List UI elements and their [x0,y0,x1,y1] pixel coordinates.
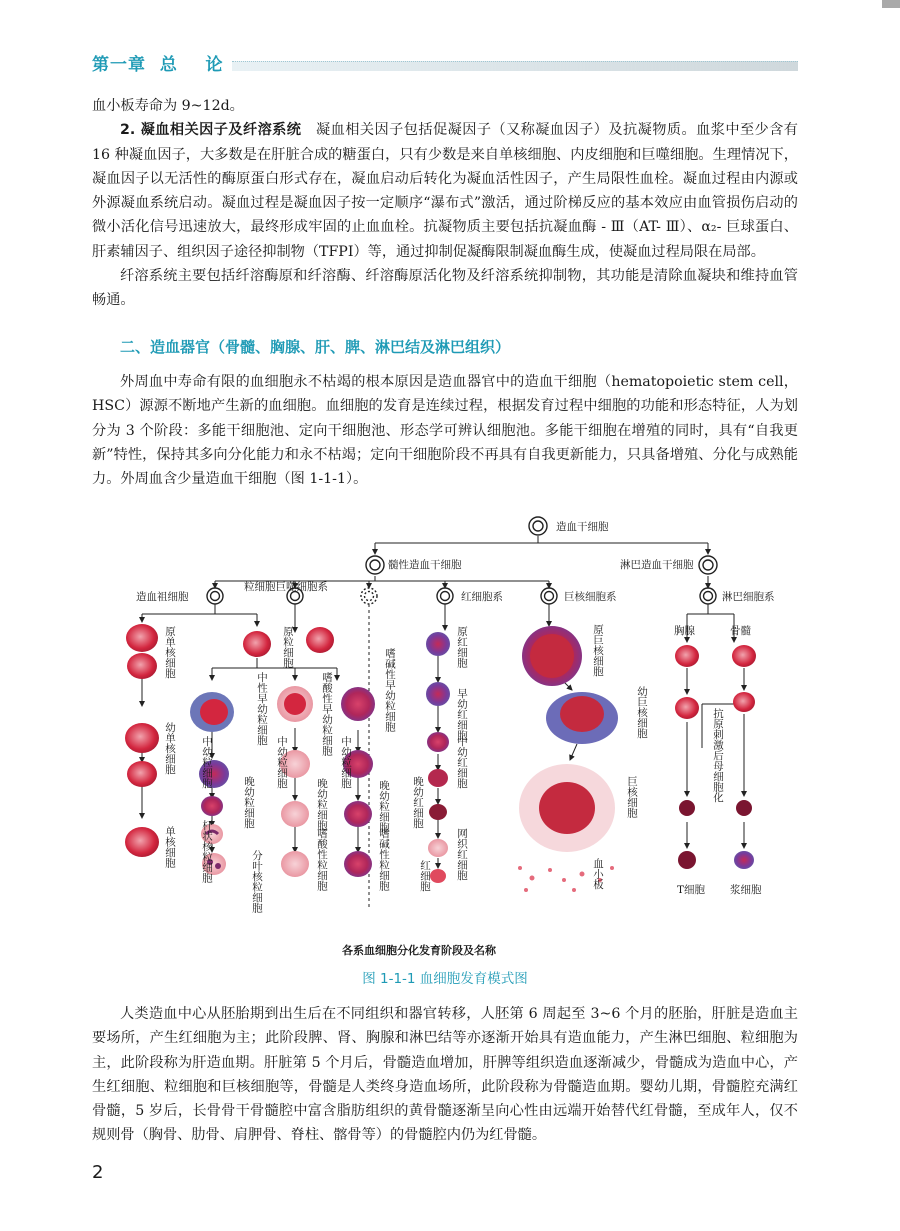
label-seg: 分叶核粒细胞 [251,850,263,913]
paragraph-coagulation [92,118,798,264]
coagulation-label: 2. 凝血相关因子及纤溶系统 [120,122,302,139]
paragraph-hematopoiesis-development: 人类造血中心从胚胎期到出生后在不同组织和器官转移，人胚第 6 周起至 3~6 个月的胚胎，肝脏是造血主要场所，产生红细胞为主；此阶段脾、肾、胸腺和淋巴结等亦逐渐开始具有造血能力，产生淋巴细胞、粒细胞为主，此阶段称为肝造血期。肝脏第 5 个月后，骨髓造血增加，肝脾等组织造血逐渐减少，骨髓成为造血中心，产生红细胞、粒细胞和巨核细胞等，骨髓是人类终身造血场所，此阶段称为骨髓造血期。婴幼儿期，骨髓腔充满红骨髓，5 岁后，长骨骨干骨髓腔中富含脂肪组织的黄骨髓逐渐呈向心性由远端开始替代红骨髓，至成年人，仅不规则骨（胸骨、肋骨、肩胛骨、脊柱、髂骨等）的骨髓腔内仍为红骨髓。 [92,1006,798,1144]
label-hsc: 造血干细胞 [556,521,609,533]
label-b-meta: 晚幼粒细胞 [378,780,390,833]
label-late-normo: 晚幼红细胞 [412,776,424,829]
blood-cell-development-figure [112,508,788,960]
label-plasma: 浆细胞 [730,884,762,896]
label-rbc: 红细胞 [419,860,431,892]
header-decorative-bar [232,61,798,71]
text-block-bottom [92,1002,798,1148]
cell-images [125,624,756,883]
label-lymphoid-stem: 淋巴造血干细胞 [620,559,694,571]
label-e-promyelo: 嗜酸性早幼粒细胞 [321,672,333,756]
section-heading-hematopoietic-organs: 二、造血器官（骨髓、胸腺、肝、脾、淋巴结及淋巴组织） [120,338,511,356]
development-diagram [112,508,788,960]
vertical-labels [164,624,724,913]
label-b-myelo: 中幼粒细胞 [340,736,352,789]
running-header [92,50,798,75]
label-premono: 幼单核细胞 [164,722,176,775]
label-n-myelo: 中幼粒细胞 [201,736,213,789]
label-band: 杆状核粒细胞 [201,820,213,883]
label-lymph-line: 淋巴细胞系 [722,591,775,603]
figure-caption: 图 1-1-1 血细胞发育模式图 [362,971,528,987]
label-e-myelo: 中幼粒细胞 [276,736,288,789]
label-e-meta: 晚幼粒细胞 [316,778,328,831]
paragraph-platelet-lifespan: 血小板寿命为 9~12d。 [92,98,244,114]
corner-mark [882,0,900,8]
label-promega: 幼巨核细胞 [636,686,648,739]
label-mid-normo: 中幼红细胞 [456,736,468,789]
label-promono: 原单核细胞 [164,626,176,679]
label-early-normo: 早幼红细胞 [456,688,468,741]
label-mega: 巨核细胞 [626,776,638,818]
label-megablast: 原巨核细胞 [592,624,604,677]
label-reticulo: 网织红细胞 [456,828,468,881]
label-platelet: 血小板 [592,858,604,890]
coagulation-text: 凝血相关因子包括促凝因子（又称凝血因子）及抗凝物质。血浆中至少含有 16 种凝血因子，大多数是在肝脏合成的糖蛋白，只有少数是来自单核细胞、内皮细胞和巨噬细胞。生理情况下，凝血因子以无活性的酶原蛋白形式存在，凝血启动后转化为凝血活性因子，产生局限性血栓。凝血过程由内源或外源凝血系统启动。凝血过程是凝血因子按一定顺序“瀑布式”激活，通过阶梯反应的基本效应由血管损伤启动的微小活化信号迅速放大，最终形成牢固的止血血栓。抗凝物质主要包括抗凝血酶 - Ⅲ（AT- Ⅲ）、α₂- 巨球蛋白、肝素辅因子、组织因子途径抑制物（TFPI）等，通过抑制促凝酶限制凝血酶生成，使凝血过程局限在局部。 [92,122,798,260]
label-progenitor: 造血祖细胞 [136,591,189,603]
paragraph-hsc: 外周血中寿命有限的血细胞永不枯竭的根本原因是造血器官中的造血干细胞（hematopoietic stem cell，HSC）源源不断地产生新的血细胞。血细胞的发育是连续过程，根据发育过程中细胞的功能和形态特征，人为划分为 3 个阶段：多能干细胞池、定向干细胞池、形态学可辨认细胞池。多能干细胞在增殖的同时，具有“自我更新”特性，保持其多向分化能力和永不枯竭；定向干细胞阶段不再具有自我更新能力，只具备增殖、分化与成熟能力。外周血含少量造血干细胞（图 1-1-1）。 [92,374,798,488]
figure-subtitle: 各系血细胞分化发育阶段及名称 [342,944,496,957]
label-baso: 嗜碱性粒细胞 [378,828,390,891]
label-proerythro: 原红细胞 [456,626,468,668]
label-thymus: 胸腺 [674,625,695,637]
label-gm-line: 粒细胞巨噬细胞系 [244,581,328,593]
label-mega-line: 巨核细胞系 [564,591,617,603]
label-antigen: 抗原刺激后母细胞化 [712,708,724,803]
label-mono: 单核细胞 [164,826,176,868]
label-myeloblast: 原粒细胞 [282,626,294,668]
label-tcell: T细胞 [677,884,706,896]
text-block-top [92,94,798,313]
label-eos: 嗜酸性粒细胞 [316,828,328,891]
text-block-hsc [92,370,798,491]
chapter-title: 第一章 总 论 [92,55,224,75]
label-n-meta: 晚幼粒细胞 [243,776,255,829]
label-n-promyelo: 中性早幼粒细胞 [256,672,268,746]
label-myeloid-stem: 髓性造血干细胞 [388,559,462,571]
label-b-promyelo: 嗜碱性早幼粒细胞 [384,648,396,732]
label-marrow: 骨髓 [730,625,751,637]
paragraph-fibrinolysis: 纤溶系统主要包括纤溶酶原和纤溶酶、纤溶酶原活化物及纤溶系统抑制物，其功能是清除血凝块和维持血管畅通。 [92,268,798,309]
page-number: 2 [92,1162,104,1183]
label-erythroid-line: 红细胞系 [461,591,503,603]
